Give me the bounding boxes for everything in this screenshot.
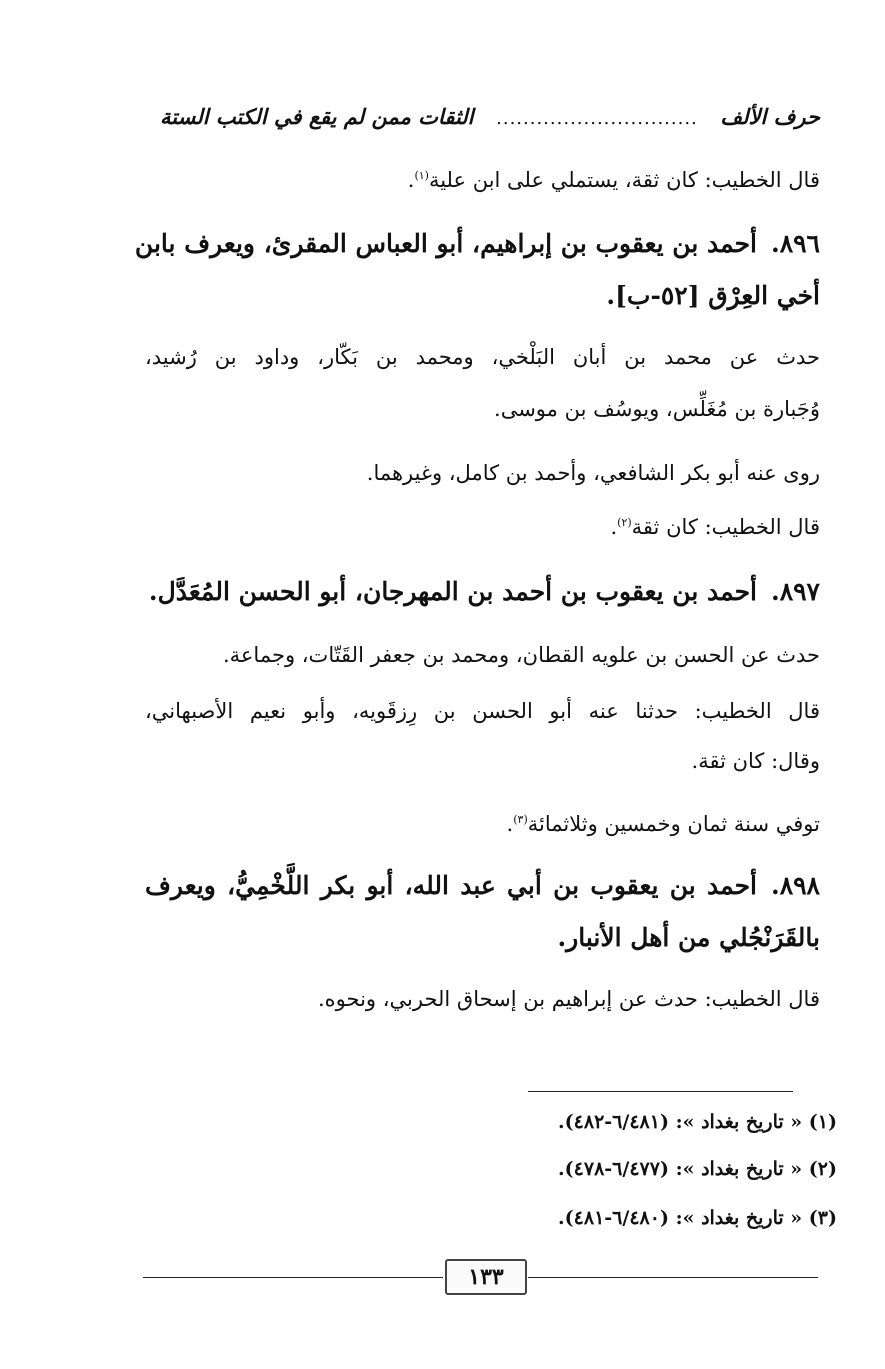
intro-line: قال الخطيب: كان ثقة، يستملي على ابن علية$^{(١)}$.: [407, 168, 820, 192]
entry-898-heading-cont: بالقَرَنْجُلي من أهل الأنبار.: [557, 923, 820, 952]
entry-896-closing: قال الخطيب: كان ثقة$^{(٢)}$.: [610, 515, 820, 539]
entry-897-text-line: حدث عن الحسن بن علويه القطان، ومحمد بن جعفر القَتّات، وجماعة.: [222, 643, 820, 667]
footnote-marker: (٣): [513, 813, 528, 826]
entry-number: ٨٩٧.: [770, 577, 820, 606]
header-chapter: حرف الألف: [720, 104, 820, 129]
page-number: ١٣٣: [445, 1259, 527, 1295]
entry-896-text-line: وُجَبارة بن مُغَلِّس، ويوسُف بن موسى.: [494, 397, 820, 421]
footnote-marker: (٢): [617, 516, 632, 529]
footnote-marker: (١): [414, 169, 429, 182]
entry-896-heading-cont: أخي العِرْق [٥٢-ب].: [606, 281, 820, 310]
entry-number: ٨٩٨.: [770, 871, 820, 900]
header-book-title: الثقات ممن لم يقع في الكتب الستة: [160, 104, 474, 129]
footnote-1: (١) « تاريخ بغداد »: (٦/٤٨١-٤٨٢).: [558, 1111, 837, 1133]
entry-898-heading: ٨٩٨.أحمد بن يعقوب بن أبي عبد الله، أبو بكر اللَّخْمِيُّ، ويعرف: [145, 871, 820, 900]
entry-897-text-line: وقال: كان ثقة.: [691, 749, 820, 773]
entry-897-heading: ٨٩٧.أحمد بن يعقوب بن أحمد بن المهرجان، أبو الحسن المُعَدَّل.: [148, 577, 820, 606]
footer-rule: [143, 1277, 443, 1278]
entry-896-text-line: حدث عن محمد بن أبان البَلْخي، ومحمد بن بَكّار، وداود بن رُشيد،: [145, 345, 820, 369]
footnote-2: (٢) « تاريخ بغداد »: (٦/٤٧٧-٤٧٨).: [558, 1158, 837, 1180]
entry-898-text-line: قال الخطيب: حدث عن إبراهيم بن إسحاق الحربي، ونحوه.: [317, 987, 820, 1011]
running-header: [160, 104, 820, 129]
entry-897-text-line: قال الخطيب: حدثنا عنه أبو الحسن بن رِزقَويه، وأبو نعيم الأصبهاني،: [145, 699, 820, 723]
entry-896-heading: ٨٩٦.أحمد بن يعقوب بن إبراهيم، أبو العباس المقرئ، ويعرف بابن: [134, 229, 820, 258]
entry-896-text-line: روى عنه أبو بكر الشافعي، وأحمد بن كامل، وغيرهما.: [366, 461, 820, 485]
entry-number: ٨٩٦.: [770, 229, 820, 258]
footnote-3: (٣) « تاريخ بغداد »: (٦/٤٨٠-٤٨١).: [558, 1207, 837, 1229]
header-leader-dots: ..............................: [496, 108, 698, 129]
footnote-separator: [528, 1091, 793, 1092]
footer-rule: [528, 1277, 818, 1278]
entry-897-closing: توفي سنة ثمان وخمسين وثلاثمائة$^{(٣)}$.: [506, 812, 820, 836]
